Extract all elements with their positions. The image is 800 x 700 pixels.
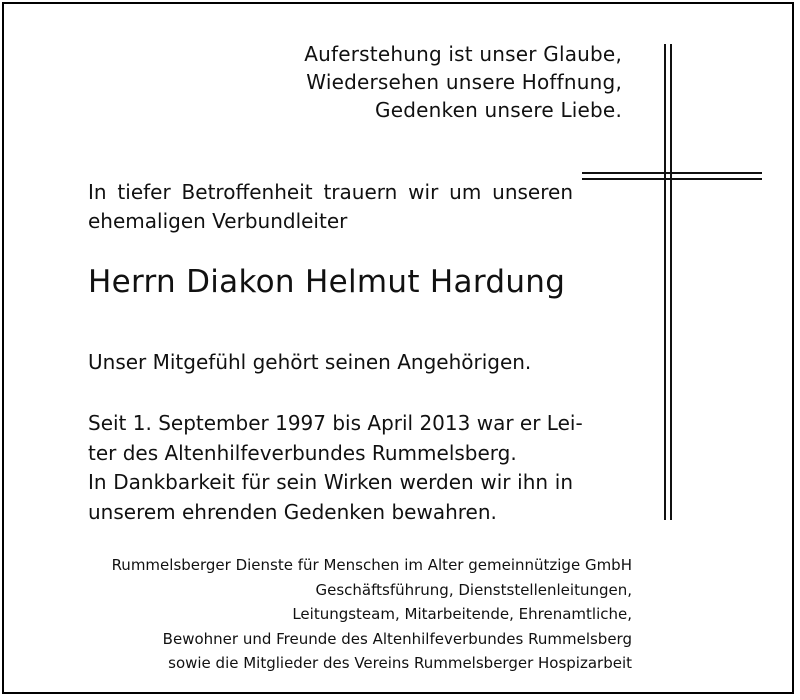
tribute-text [88,409,583,527]
tribute-line: ter des Altenhilfeverbundes Rummelsberg. [88,440,517,465]
motto-line: Wiedersehen unsere Hoffnung, [306,70,622,94]
motto-line: Auferstehung ist unser Glaube, [304,42,622,66]
tribute-line: In Dankbarkeit für sein Wirken werden wir ihn in [88,470,573,494]
memorial-motto [304,40,622,124]
tribute-line: unserem ehrenden Gedenken bewahren. [88,499,497,524]
intro-line: ehemaligen Verbundleiter [88,209,348,233]
cross-icon-bar [582,172,762,180]
signatory-line: sowie die Mitglieder des Vereins Rummelsberger Hospizarbeit [168,654,632,672]
signatory-line: Rummelsberger Dienste für Menschen im Alter gemeinnützige GmbH [111,556,632,574]
motto-line: Gedenken unsere Liebe. [375,98,622,122]
tribute-line: Seit 1. September 1997 bis April 2013 war er Lei- [88,411,583,435]
signatory-line: Bewohner und Freunde des Altenhilfeverbundes Rummelsberg [162,629,632,648]
sympathy-text: Unser Mitgefühl gehört seinen Angehörigen. [88,350,532,374]
intro-line: In tiefer Betroffenheit trauern wir um unseren [88,180,573,204]
signatory-line: Geschäftsführung, Dienststellenleitungen, [315,580,632,599]
deceased-name: Herrn Diakon Helmut Hardung [88,264,566,300]
intro-text [88,178,573,236]
cross-icon [664,44,672,520]
signatories [112,553,632,676]
signatory-line: Leitungsteam, Mitarbeitende, Ehrenamtliche, [292,605,632,623]
